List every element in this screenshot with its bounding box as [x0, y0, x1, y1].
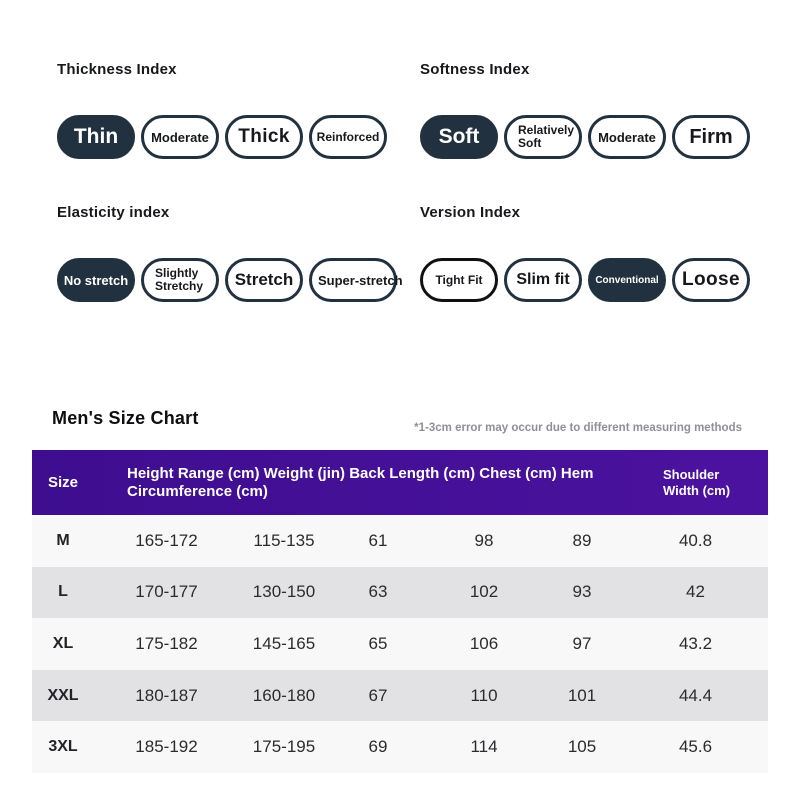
height-cell: 175-182	[135, 633, 198, 653]
hem-cell: 105	[567, 737, 597, 757]
hem-cell: 97	[572, 633, 592, 653]
back-length-cell: 61	[368, 530, 388, 550]
table-row-xxl	[32, 670, 768, 722]
elasticity-index-group	[57, 203, 403, 302]
softness-option-moderate: Moderate	[588, 115, 666, 159]
size-chart-title: Men's Size Chart	[52, 408, 199, 428]
chest-cell: 102	[469, 582, 499, 602]
version-option-conventional: Conventional	[588, 258, 666, 302]
header-size: Size	[47, 474, 78, 491]
weight-cell: 160-180	[252, 685, 316, 705]
size-table	[32, 450, 768, 773]
back-length-cell: 63	[368, 582, 388, 602]
shoulder-cell: 45.6	[678, 737, 713, 757]
elasticity-option-no-stretch: No stretch	[57, 258, 135, 302]
header-measurements-line2: Circumference (cm)	[127, 482, 268, 500]
thickness-option-thick: Thick	[225, 115, 303, 159]
weight-cell: 115-135	[253, 530, 315, 550]
softness-index-title: Softness Index	[420, 61, 530, 78]
height-cell: 185-192	[135, 737, 198, 757]
thickness-index-group	[57, 60, 393, 159]
table-row-xl	[32, 618, 768, 670]
table-row-l	[32, 567, 768, 619]
chest-cell: 106	[469, 633, 499, 653]
size-chart-section	[32, 400, 768, 773]
elasticity-option-slightly-stretchy: Slightly Stretchy	[141, 258, 219, 302]
elasticity-option-stretch: Stretch	[225, 258, 303, 302]
shoulder-cell: 43.2	[678, 633, 713, 653]
back-length-cell: 67	[368, 685, 388, 705]
version-option-loose: Loose	[672, 258, 750, 302]
back-length-cell: 69	[368, 737, 388, 757]
softness-options	[420, 115, 756, 159]
chest-cell: 98	[474, 530, 494, 550]
shoulder-cell: 40.8	[678, 530, 713, 550]
size-cell: XXL	[47, 686, 79, 704]
shoulder-cell: 44.4	[678, 685, 713, 705]
header-measurements-line1: Height Range (cm) Weight (jin) Back Length (cm) Chest (cm) Hem	[127, 464, 594, 482]
softness-option-soft: Soft	[420, 115, 498, 159]
height-cell: 170-177	[135, 582, 198, 602]
thickness-option-moderate: Moderate	[141, 115, 219, 159]
header-shoulder-width	[623, 467, 768, 499]
elasticity-index-title: Elasticity index	[57, 204, 170, 221]
softness-index-group	[420, 60, 756, 159]
thickness-option-reinforced: Reinforced	[309, 115, 387, 159]
header-measurements	[94, 465, 623, 501]
chest-cell: 114	[470, 737, 498, 757]
header-shoulder-width-label: Shoulder Width (cm)	[663, 466, 731, 498]
version-options	[420, 258, 756, 302]
version-option-tight-fit: Tight Fit	[420, 258, 498, 302]
size-cell: L	[58, 583, 68, 601]
hem-cell: 93	[572, 582, 592, 602]
weight-cell: 175-195	[252, 737, 316, 757]
weight-cell: 145-165	[252, 633, 316, 653]
size-cell: M	[56, 531, 70, 549]
size-table-header	[32, 450, 768, 515]
hem-cell: 101	[567, 685, 597, 705]
thickness-options	[57, 115, 393, 159]
height-cell: 165-172	[135, 530, 198, 550]
height-cell: 180-187	[135, 685, 198, 705]
elasticity-option-super-stretch: Super-stretch	[309, 258, 397, 302]
size-cell: 3XL	[48, 738, 78, 756]
thickness-option-thin: Thin	[57, 115, 135, 159]
version-index-title: Version Index	[420, 204, 521, 221]
chest-cell: 110	[470, 685, 498, 705]
back-length-cell: 65	[368, 633, 388, 653]
weight-cell: 130-150	[252, 582, 316, 602]
size-cell: XL	[52, 634, 74, 652]
version-index-group	[420, 203, 756, 302]
table-row-3xl	[32, 721, 768, 773]
hem-cell: 89	[572, 530, 592, 550]
version-option-slim-fit: Slim fit	[504, 258, 582, 302]
table-row-m	[32, 515, 768, 567]
thickness-index-title: Thickness Index	[57, 61, 177, 78]
softness-option-relatively-soft: Relatively Soft	[504, 115, 582, 159]
shoulder-cell: 42	[686, 582, 705, 602]
size-chart-note: *1-3cm error may occur due to different measuring methods	[414, 422, 742, 434]
elasticity-options	[57, 258, 403, 302]
softness-option-firm: Firm	[672, 115, 750, 159]
